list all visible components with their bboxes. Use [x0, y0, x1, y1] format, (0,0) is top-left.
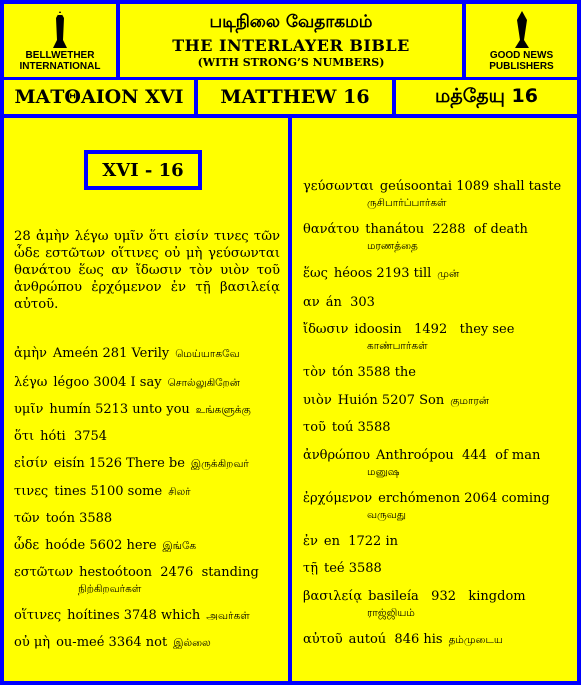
tamil-gloss: வருவது [367, 509, 406, 521]
word-entry [303, 179, 568, 211]
tamil-gloss: சிலர் [168, 486, 191, 498]
transliteration: erchómenon 2064 coming [378, 491, 550, 506]
word-entry [303, 266, 568, 282]
word-entry [303, 365, 568, 381]
greek-word: ἐρχόμενον [303, 491, 373, 506]
tab-greek[interactable] [4, 80, 194, 114]
greek-word: οἵτινες [14, 608, 62, 623]
tamil-gloss: தம்முடைய [448, 634, 503, 646]
tamil-title: படிநிலை வேதாகமம் [209, 12, 373, 32]
greek-word: γεύσωνται [303, 179, 374, 194]
tamil-gloss: மரணத்தை [367, 240, 418, 252]
word-entry [303, 632, 568, 648]
tab-english-label: MATTHEW 16 [220, 86, 370, 108]
greek-word: αὐτοῦ [303, 632, 343, 647]
greek-word: εἰσίν [14, 456, 48, 471]
tamil-gloss: சொல்லுகிறேன் [167, 377, 240, 389]
tab-tamil-label: மத்தேயு 16 [435, 84, 538, 107]
tamil-gloss: உங்களுக்கு [195, 404, 251, 416]
tamil-gloss: அவர்கள் [206, 610, 250, 622]
word-entry [14, 538, 280, 554]
transliteration: en 1722 in [323, 534, 398, 549]
tamil-gloss: முன் [437, 268, 460, 280]
word-entry [303, 589, 568, 621]
transliteration: héoos 2193 till [333, 266, 432, 281]
right-logo-text: GOOD NEWS PUBLISHERS [489, 49, 554, 72]
tamil-gloss: குமாரன் [450, 395, 490, 407]
tamil-gloss: நிற்கிறவர்கள் [78, 583, 142, 595]
transliteration: basileía 932 kingdom [368, 589, 526, 604]
greek-word: τοῦ [303, 420, 326, 435]
greek-word: ἴδωσιν [303, 322, 349, 337]
word-entry [14, 346, 280, 362]
word-entry [303, 420, 568, 436]
tamil-gloss: மனுஷ [367, 466, 400, 478]
greek-word: ἐν [303, 534, 318, 549]
greek-word: υμῖν [14, 402, 44, 417]
greek-word: αν [303, 295, 320, 310]
page-subtitle: (WITH STRONG’S NUMBERS) [197, 56, 385, 69]
word-entry [303, 491, 568, 523]
verse-text: 28 ἀμὴν λέγω υμῖν ὅτι εἰσίν τινες τῶν ὧδε εστῶτων οἵτινες οὐ μὴ γεύσωνται θανάτου ἕως αν ἴδωσιν τὸν υιὸν τοῦ ἀνθρώπου ἐρχόμενον ἐν τῇ βασιλείᾳ αὐτοῦ. [14, 229, 280, 312]
tamil-gloss: இல்லை [173, 637, 211, 649]
transliteration: thanátou 2288 of death [365, 222, 528, 237]
greek-word: εστῶτων [14, 565, 74, 580]
transliteration: légoo 3004 I say [53, 375, 162, 390]
greek-word: βασιλείᾳ [303, 589, 363, 604]
transliteration: án 303 [325, 295, 375, 310]
word-entry [303, 561, 568, 577]
verse-reference [84, 150, 202, 190]
good-news-icon [511, 10, 533, 50]
transliteration: humín 5213 unto you [49, 402, 190, 417]
greek-word: τὸν [303, 365, 326, 380]
word-entry [14, 456, 280, 472]
word-entry [14, 511, 280, 527]
word-entry [303, 393, 568, 409]
greek-word: λέγω [14, 375, 48, 390]
word-entry [14, 402, 280, 418]
tab-greek-label: ΜΑΤΘΑΙΟΝ XVI [14, 86, 184, 108]
greek-word: τινες [14, 484, 49, 499]
transliteration: idoosin 1492 they see [354, 322, 515, 337]
greek-word: θανάτου [303, 222, 360, 237]
transliteration: ou-meé 3364 not [56, 635, 168, 650]
word-entry [14, 608, 280, 624]
word-entry [303, 295, 568, 311]
page-header [120, 4, 462, 77]
greek-word: τῇ [303, 561, 318, 576]
word-entry [14, 565, 280, 597]
transliteration: Huión 5207 Son [337, 393, 445, 408]
transliteration: geúsoontai 1089 shall taste [379, 179, 562, 194]
left-logo [4, 4, 116, 77]
word-entry [14, 635, 280, 651]
tab-tamil[interactable] [396, 80, 577, 114]
tab-english[interactable] [198, 80, 392, 114]
word-entry [303, 448, 568, 480]
tamil-gloss: ருசிபார்ப்பார்கள் [367, 197, 447, 209]
tamil-gloss: இருக்கிறவர் [190, 458, 249, 470]
transliteration: autoú 846 his [348, 632, 443, 647]
word-entry [14, 484, 280, 500]
transliteration: hóti 3754 [40, 429, 108, 444]
transliteration: Ameén 281 Verily [52, 346, 170, 361]
transliteration: teé 3588 [323, 561, 382, 576]
word-entry [14, 375, 280, 391]
tamil-gloss: ராஜ்ஜியம் [367, 607, 415, 619]
word-entry [303, 222, 568, 254]
transliteration: hestoótoon 2476 standing [79, 565, 259, 580]
greek-word: υιὸν [303, 393, 332, 408]
word-entry [303, 322, 568, 354]
greek-word: ὧδε [14, 538, 40, 553]
tamil-gloss: மெய்யாகவே [175, 348, 240, 360]
tamil-gloss: காண்பார்கள் [367, 340, 428, 352]
greek-word: ὅτι [14, 429, 35, 444]
transliteration: hoítines 3748 which [67, 608, 201, 623]
word-entry [303, 534, 568, 550]
tamil-gloss: இங்கே [162, 540, 197, 552]
transliteration: toú 3588 [331, 420, 391, 435]
verse-reference-label: XVI - 16 [102, 159, 184, 181]
greek-word: ἀνθρώπου [303, 448, 371, 463]
greek-word: τῶν [14, 511, 40, 526]
transliteration: Anthroópou 444 of man [376, 448, 541, 463]
greek-word: ἕως [303, 266, 328, 281]
transliteration: hoóde 5602 here [45, 538, 157, 553]
left-logo-text: BELLWETHER INTERNATIONAL [19, 49, 101, 72]
bellwether-icon [49, 10, 71, 50]
right-logo [466, 4, 577, 77]
word-entry [14, 429, 280, 445]
greek-word: ἀμὴν [14, 346, 47, 361]
page-title: THE INTERLAYER BIBLE [172, 36, 410, 55]
transliteration: tines 5100 some [54, 484, 163, 499]
transliteration: eisín 1526 There be [53, 456, 185, 471]
greek-word: οὐ μὴ [14, 635, 51, 650]
transliteration: toón 3588 [45, 511, 113, 526]
transliteration: tón 3588 the [331, 365, 416, 380]
